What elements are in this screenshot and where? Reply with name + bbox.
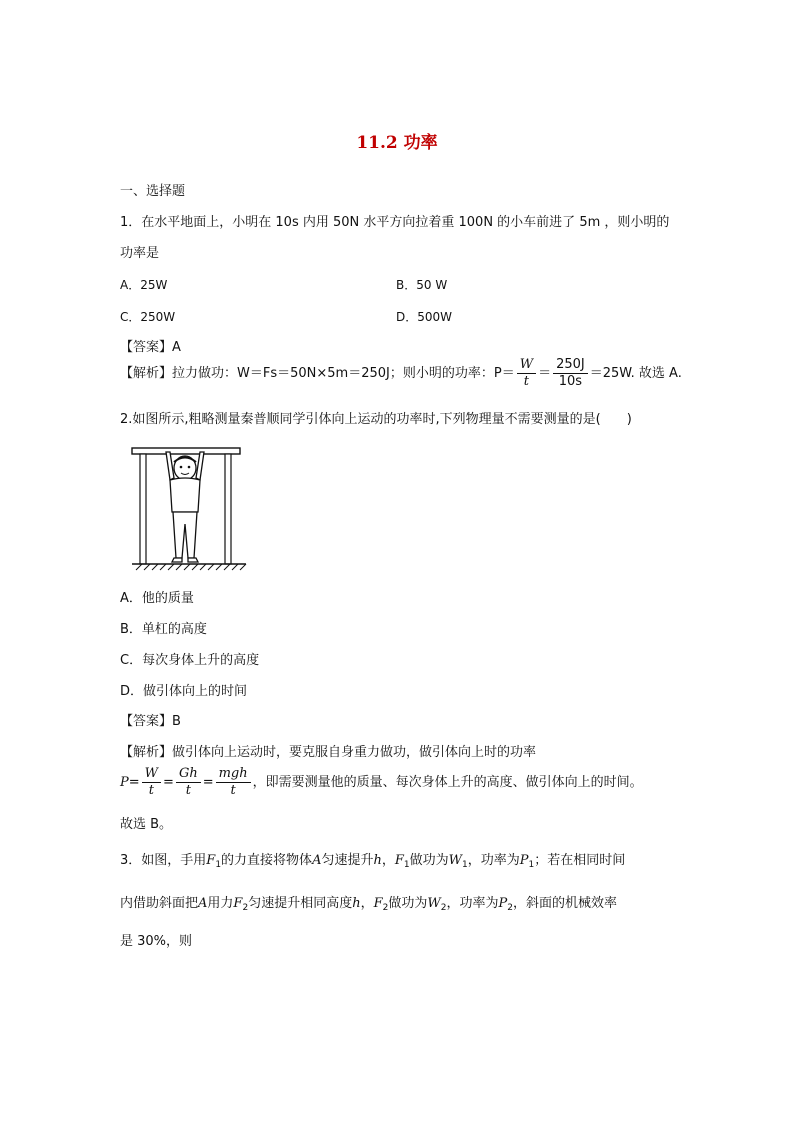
q2-option-a: A．他的质量 (120, 591, 194, 606)
q1-option-d: D．500W (396, 310, 453, 324)
section-heading: 一、选择题 (120, 184, 186, 199)
answer-label: 【答案】 (120, 714, 173, 729)
q2-analysis (120, 744, 536, 762)
q2-option-b: B．单杠的高度 (120, 622, 207, 637)
answer-label: 【答案】 (120, 340, 173, 355)
q1-option-c: C．250W (120, 310, 176, 324)
answer-value: B (172, 714, 181, 729)
q1-option-a: A．25W (120, 278, 168, 292)
q1-option-b: B．50 W (396, 278, 448, 292)
pull-up-figure (128, 442, 250, 572)
formula-p: P (120, 775, 129, 790)
q3-line3: 是 30%，则 (120, 934, 193, 949)
page-title: 11.2 功率 (356, 133, 438, 153)
q2-option-c: C．每次身体上升的高度 (120, 653, 260, 668)
fraction-250j-over-10s: $\frac{250J}{10s}$ (553, 357, 588, 390)
analysis-text: 做引体向上运动时，要克服自身重力做功，做引体向上时的功率 (172, 745, 537, 760)
q2-formula-line: P= $\frac{W}{t}$ = $\frac{Gh}{t}$ = $\frac{\text{mgh}}{t}$ ，即需要测量他的质量、每次身体上升的高度、做引体向上的时间。 (120, 766, 643, 798)
q2-stem: 2.如图所示,粗略测量秦普顺同学引体向上运动的功率时,下列物理量不需要测量的是( ) (120, 412, 632, 427)
analysis-label: 【解析】 (120, 366, 173, 381)
q2-conclusion: 故选 B。 (120, 817, 173, 832)
q1-answer (120, 339, 181, 357)
q1-analysis: 【解析】拉力做功：W＝Fs＝50N×5m＝250J；则小明的功率：P＝ $\frac{W}{t}$ ＝ $\frac{250J}{10s}$ ＝25W. 故选 A. (120, 357, 682, 389)
q2-option-d: D．做引体向上的时间 (120, 684, 248, 699)
q1-stem-line1: 1．在水平地面上，小明在 10s 内用 50N 水平方向拉着重 100N 的小车前进了 5m ，则小明的 (120, 215, 670, 230)
analysis-label: 【解析】 (120, 745, 173, 760)
fraction-w-over-t: $\frac{W}{t}$ (517, 357, 536, 390)
fraction-mgh-over-t: $\frac{\text{mgh}}{t}$ (216, 766, 251, 799)
analysis-text: 拉力做功：W＝Fs＝50N×5m＝250J；则小明的功率：P＝ (172, 366, 515, 381)
fraction-gh-over-t: $\frac{Gh}{t}$ (176, 766, 201, 799)
q2-answer (120, 713, 181, 731)
fraction-w-over-t: $\frac{W}{t}$ (142, 766, 161, 799)
formula-tail: ，即需要测量他的质量、每次身体上升的高度、做引体向上的时间。 (252, 775, 643, 790)
q1-stem-line2: 功率是 (120, 246, 160, 261)
q3-line2: 内借助斜面把A用力$F_2$匀速提升相同高度h，$F_2$做功为$W_2$，功率为$P_2$，斜面的机械效率 (120, 896, 617, 913)
q3-line1: 3．如图，手用$F_1$的力直接将物体A匀速提升h，$F_1$做功为$W_1$，功率为$P_1$；若在相同时间 (120, 853, 626, 870)
answer-value: A (172, 340, 181, 355)
analysis-end: ＝25W. 故选 A. (589, 366, 682, 381)
